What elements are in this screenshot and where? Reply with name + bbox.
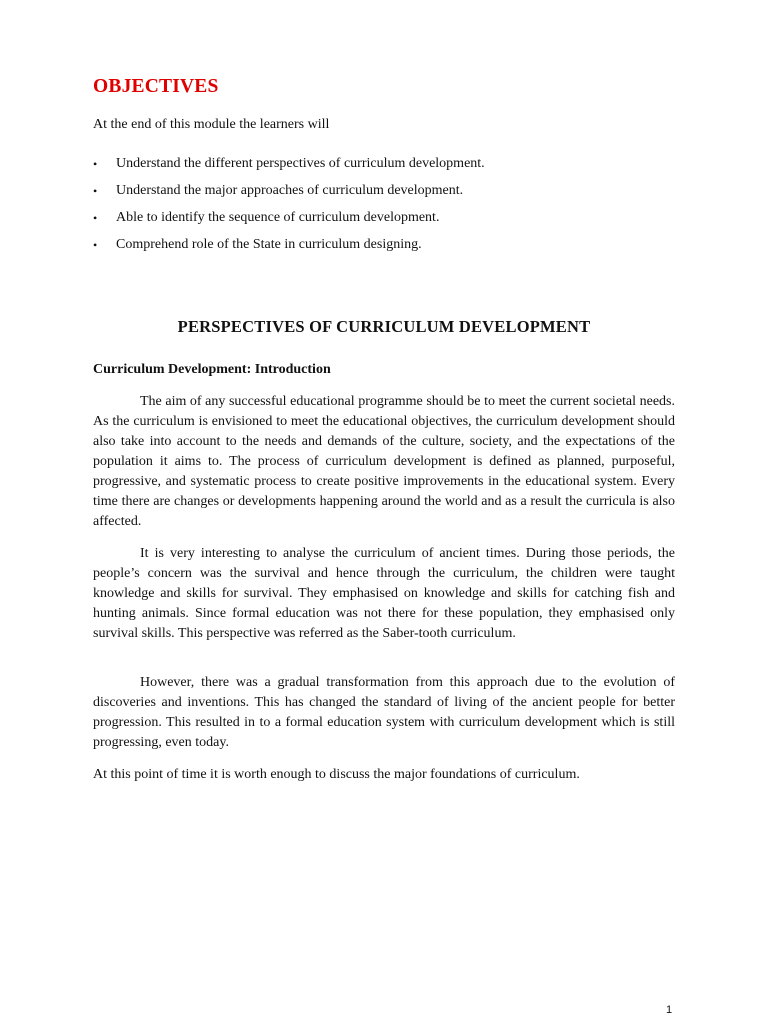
objectives-intro: At the end of this module the learners will	[93, 117, 330, 132]
objectives-list	[93, 155, 485, 263]
objective-item	[93, 182, 485, 209]
body-paragraph: It is very interesting to analyse the curriculum of ancient times. During those periods, the people’s concern was the survival and hence through the curriculum, the children were taught knowledge and skills for survival. They emphasised on knowledge and skills for catching fish and hunting animals. Since formal education was not there for these population, they emphasised only survival skills. This perspective was referred as the Saber-tooth curriculum.	[93, 546, 675, 641]
objective-text: Understand the major approaches of curriculum development.	[116, 183, 464, 198]
section-title: PERSPECTIVES OF CURRICULUM DEVELOPMENT	[177, 317, 591, 336]
objectives-heading: OBJECTIVES	[93, 76, 219, 97]
body-paragraph: The aim of any successful educational programme should be to meet the current societal needs. As the curriculum is envisioned to meet the educational objectives, the curriculum development should also take into account to the needs and demands of the culture, society, and the expectations of the population it aims to. The process of curriculum development is defined as planned, purposeful, progressive, and systematic process to create positive improvements in the educational system. Every time there are changes or developments happening around the world and as a result the curricula is also affected.	[93, 394, 675, 529]
body-paragraph: However, there was a gradual transformation from this approach due to the evolution of discoveries and inventions. This has changed the standard of living of the ancient people for better progression. This resulted in to a formal education system with curriculum development which is still progressing, even today.	[93, 675, 675, 750]
objective-text: Comprehend role of the State in curriculum designing.	[116, 237, 422, 252]
objective-item	[93, 236, 485, 263]
bullet-icon: •	[93, 238, 98, 252]
bullet-icon: •	[93, 184, 98, 198]
page-number: 1	[666, 1004, 673, 1016]
bullet-icon: •	[93, 211, 98, 225]
objective-text: Able to identify the sequence of curriculum development.	[116, 210, 440, 225]
section-subtitle: Curriculum Development: Introduction	[93, 362, 331, 377]
objective-text: Understand the different perspectives of curriculum development.	[116, 156, 485, 171]
body-paragraph: At this point of time it is worth enough to discuss the major foundations of curriculum.	[93, 767, 580, 782]
objective-item	[93, 155, 485, 182]
objective-item	[93, 209, 485, 236]
bullet-icon: •	[93, 157, 98, 171]
